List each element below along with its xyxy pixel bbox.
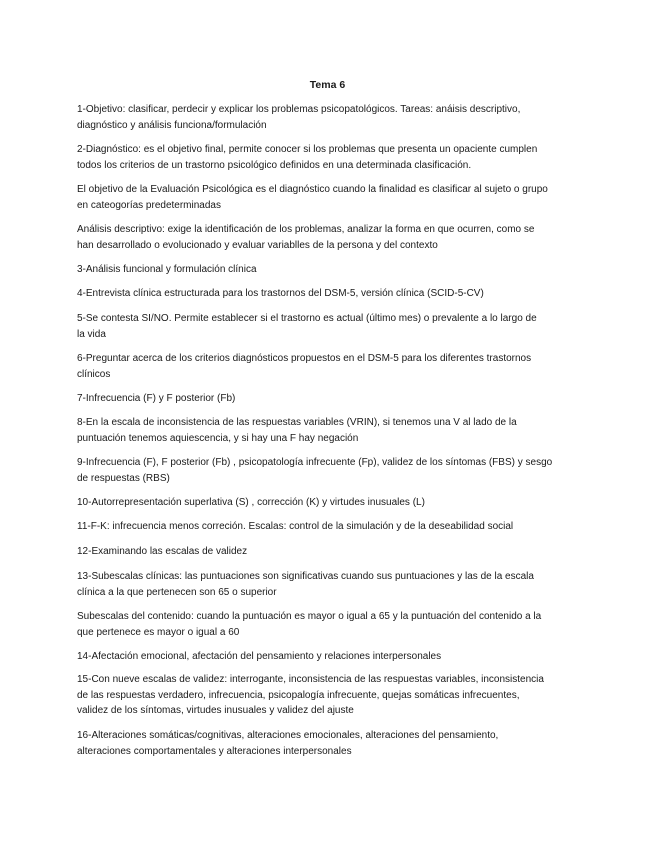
paragraph-line: de respuestas (RBS) (77, 472, 170, 484)
paragraph-line: clínicos (77, 368, 111, 380)
paragraph-15 (77, 569, 577, 600)
paragraph-2 (77, 142, 577, 173)
paragraph-line: 16-Alteraciones somáticas/cognitivas, alteraciones emocionales, alteraciones del pensamiento, (77, 730, 499, 741)
paragraph-line: validez de los síntomas, virtudes inusuales y validez del ajuste (77, 705, 354, 716)
paragraph-line: Subescalas del contenido: cuando la puntuación es mayor o igual a 65 y la puntuación del contenido a la (77, 611, 542, 622)
paragraph-7 (77, 311, 577, 342)
paragraph-line: 8-En la escala de inconsistencia de las respuestas variables (VRIN), si tenemos una V al lado de la (77, 417, 517, 428)
paragraph-13 (77, 519, 577, 535)
paragraph-line: en cateogorías predeterminadas (77, 199, 221, 211)
paragraph-4 (77, 222, 577, 253)
paragraph-line: 13-Subescalas clínicas: las puntuaciones son significativas cuando sus puntuaciones y las de la escala (77, 571, 534, 582)
paragraph-line: 6-Preguntar acerca de los criterios diagnósticos propuestos en el DSM-5 para los diferentes trastornos (77, 353, 532, 364)
paragraph-line: la vida (77, 328, 106, 340)
paragraph-line: 12-Examinando las escalas de validez (77, 546, 248, 557)
paragraph-line: 2-Diagnóstico: es el objetivo final, permite conocer si los problemas que presenta un opaciente cumplen (77, 144, 538, 155)
paragraph-1 (77, 102, 577, 133)
document-title: Tema 6 (309, 79, 346, 91)
paragraph-line: El objetivo de la Evaluación Psicológica es el diagnóstico cuando la finalidad es clasificar al sujeto o grupo (77, 184, 548, 195)
paragraph-line: Análisis descriptivo: exige la identificación de los problemas, analizar la forma en que ocurren, como se (77, 224, 535, 235)
paragraph-line: 4-Entrevista clínica estructurada para los trastornos del DSM-5, versión clínica (SCID-5-CV) (77, 288, 484, 299)
paragraph-17 (77, 649, 577, 665)
paragraph-18 (77, 672, 577, 719)
paragraph-line: clínica a la que pertenecen son 65 o superior (77, 586, 277, 598)
paragraph-line: 7-Infrecuencia (F) y F posterior (Fb) (77, 393, 236, 404)
paragraph-line: 11-F-K: infrecuencia menos correción. Escalas: control de la simulación y de la deseabilidad social (77, 521, 514, 532)
paragraph-line: de las respuestas verdadero, infrecuencia, psicopalogía infrecuente, quejas somáticas infrecuentes, (77, 689, 520, 701)
paragraph-5 (77, 262, 577, 278)
paragraph-11 (77, 455, 577, 486)
paragraph-line: han desarrollado o evolucionado y evaluar variablles de la persona y del contexto (77, 239, 438, 251)
paragraph-line: todos los criterios de un trastorno psicológico definidos en una determinada clasificación. (77, 159, 472, 171)
paragraph-line: 3-Análisis funcional y formulación clínica (77, 264, 257, 275)
paragraph-line: 10-Autorrepresentación superlativa (S) , corrección (K) y virtudes inusuales (L) (77, 497, 425, 508)
paragraph-19 (77, 728, 577, 759)
paragraph-line: 1-Objetivo: clasificar, perdecir y explicar los problemas psicopatológicos. Tareas: anáisis descriptivo, (77, 104, 521, 115)
paragraph-line: 9-Infrecuencia (F), F posterior (Fb) , psicopatología infrecuente (Fp), validez de los síntomas (FBS) y sesgo (77, 457, 553, 468)
paragraph-line: puntuación tenemos aquiescencia, y si hay una F hay negación (77, 432, 359, 444)
paragraph-12 (77, 495, 577, 511)
paragraph-10 (77, 415, 577, 446)
paragraph-6 (77, 286, 577, 302)
paragraph-14 (77, 544, 577, 560)
paragraph-16 (77, 609, 577, 640)
paragraph-line: 5-Se contesta SI/NO. Permite establecer si el trastorno es actual (último mes) o prevalente a lo largo de (77, 313, 537, 324)
paragraph-line: alteraciones comportamentales y alteraciones interpersonales (77, 745, 352, 757)
paragraph-line: que pertenece es mayor o igual a 60 (77, 626, 240, 638)
paragraph-8 (77, 351, 577, 382)
paragraph-line: 15-Con nueve escalas de validez: interrogante, inconsistencia de las respuestas variables, inconsistencia (77, 674, 544, 685)
paragraph-line: 14-Afectación emocional, afectación del pensamiento y relaciones interpersonales (77, 651, 442, 662)
paragraph-line: diagnóstico y análisis funciona/formulación (77, 119, 267, 131)
paragraph-3 (77, 182, 577, 213)
paragraph-9 (77, 391, 577, 407)
